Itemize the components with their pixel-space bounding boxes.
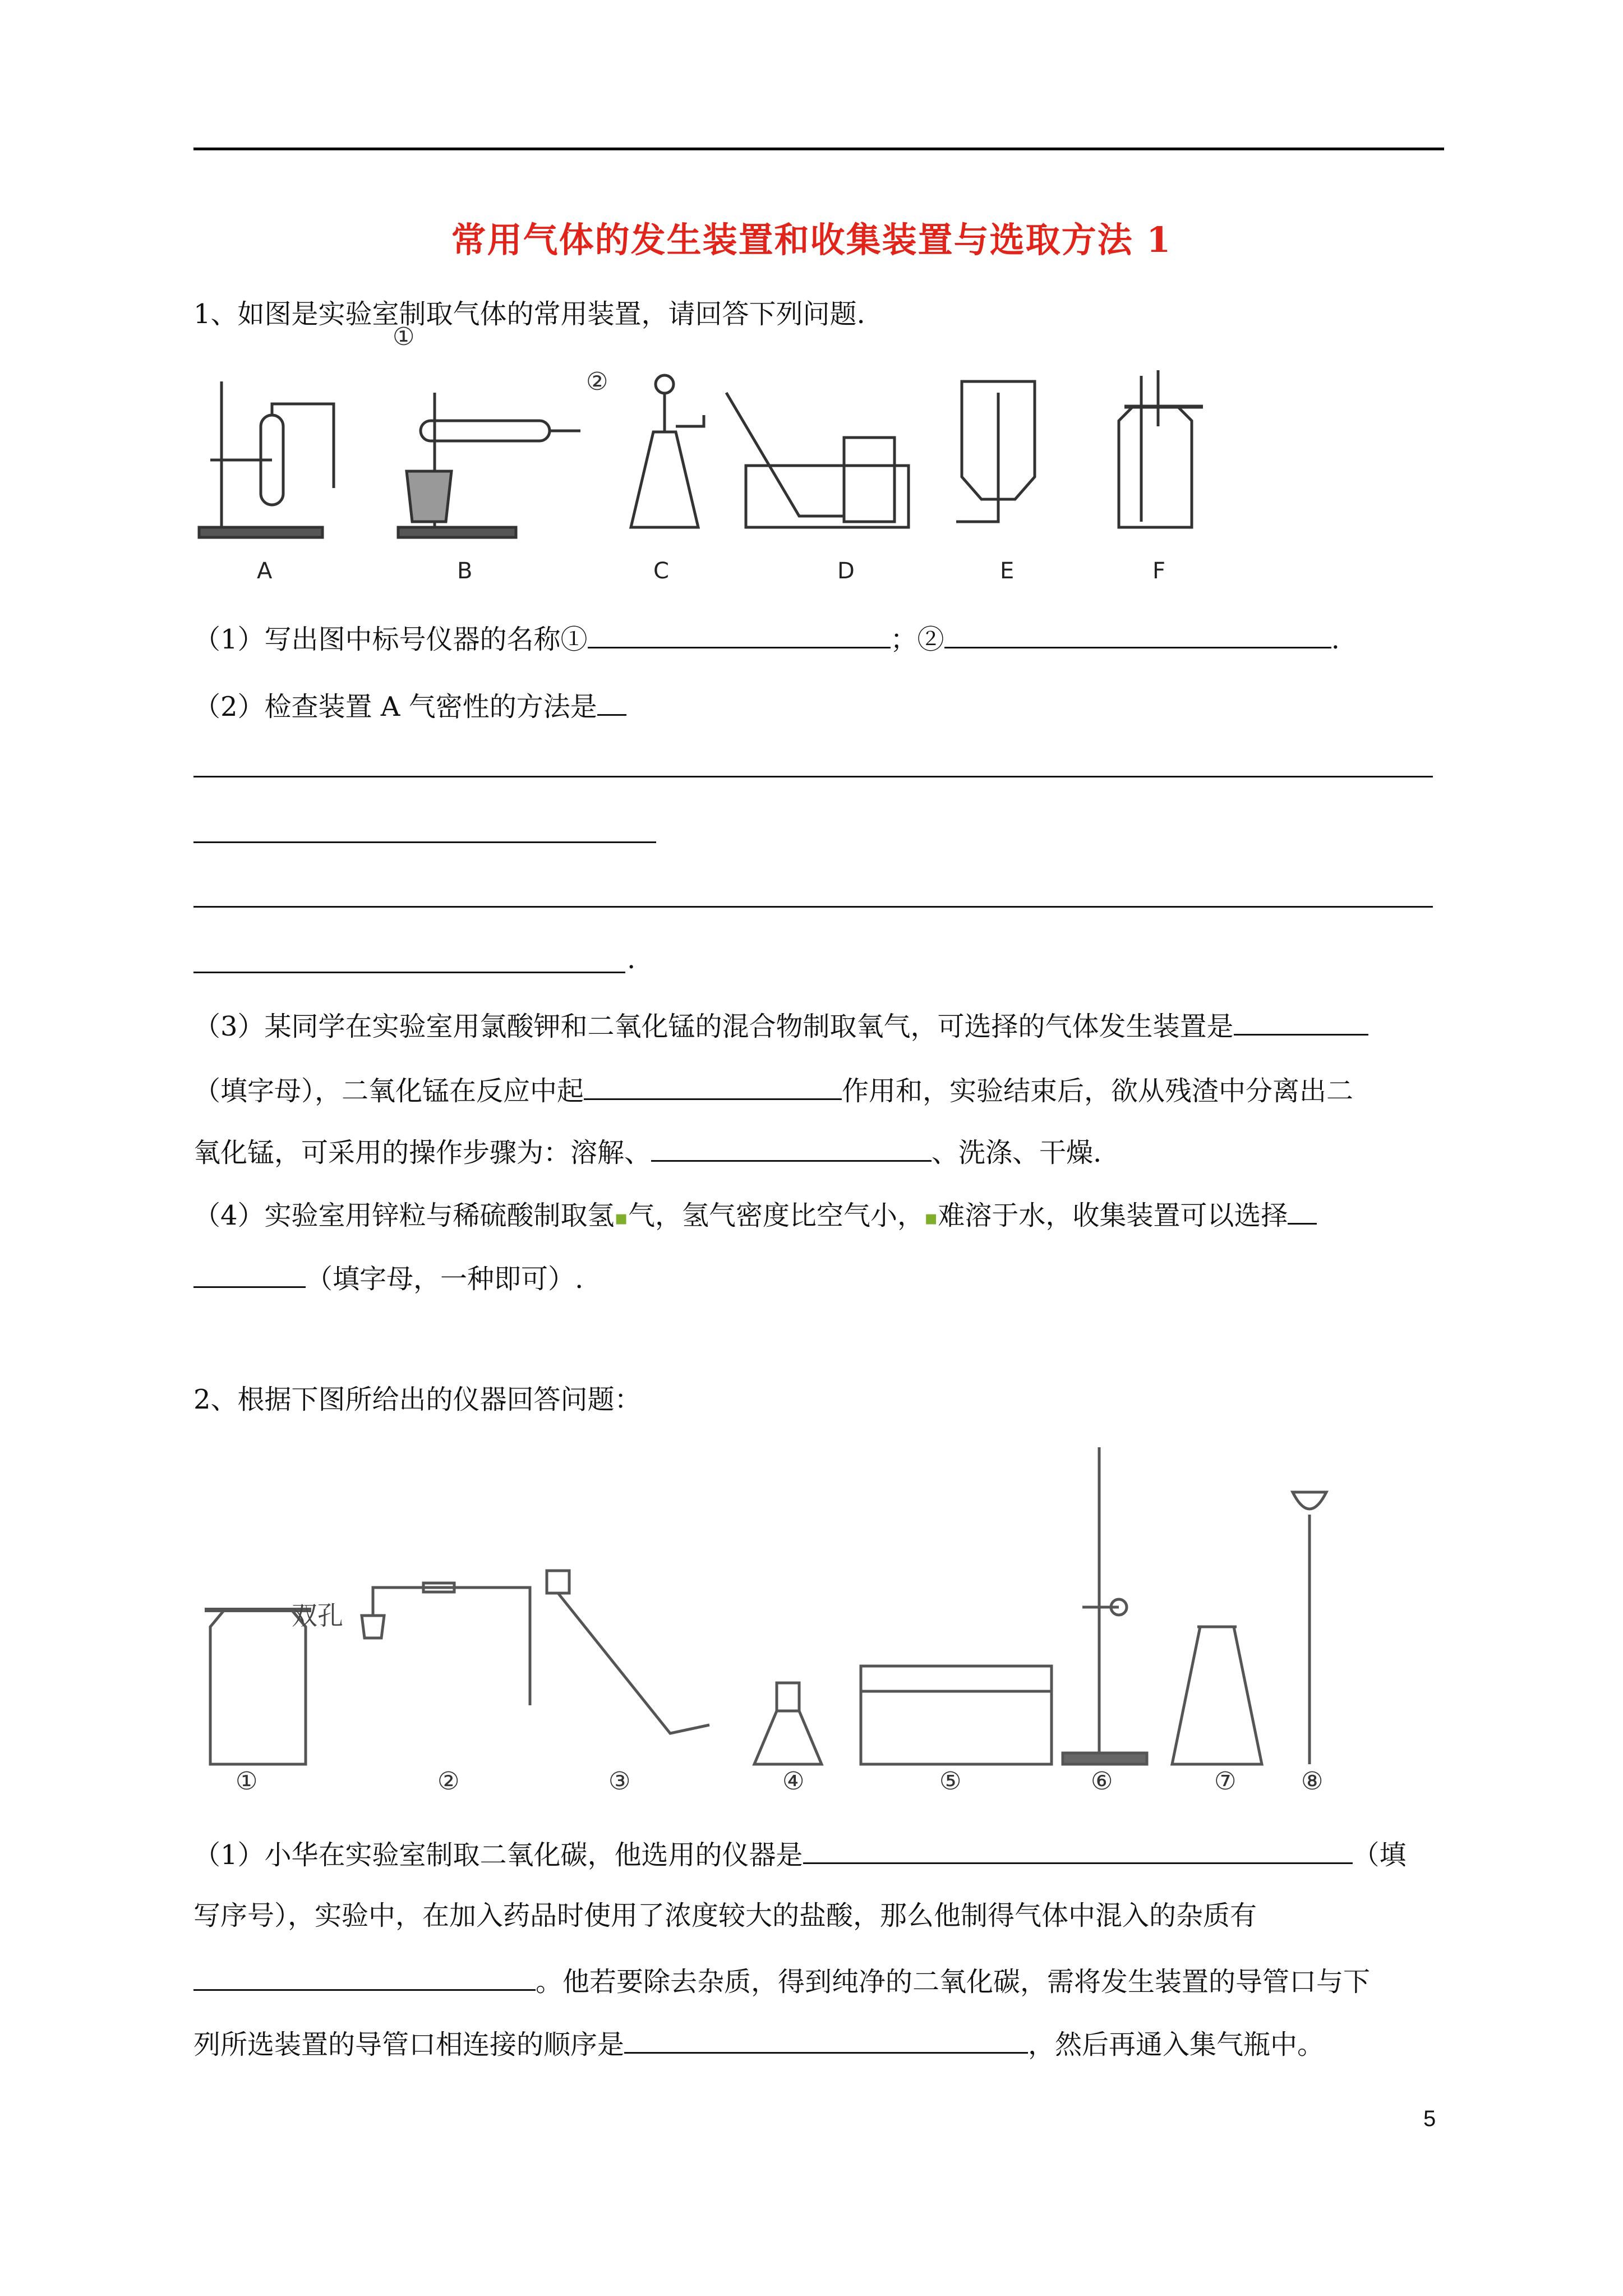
q2-fig-label-5: ⑤ xyxy=(939,1767,962,1796)
page-number: 5 xyxy=(1423,2106,1436,2131)
q2-blank-1[interactable] xyxy=(803,1835,1353,1864)
answer-line[interactable] xyxy=(193,776,1433,777)
answer-line[interactable] xyxy=(193,906,1433,908)
q1-part4-line1: （4）实验室用锌粒与稀硫酸制取氢▪气，氢气密度比空气小，▪难溶于水，收集装置可以选择 xyxy=(193,1196,1317,1235)
q2-stem: 2、根据下图所给出的仪器回答问题： xyxy=(193,1384,642,1415)
q2-blank-2[interactable] xyxy=(193,1962,536,1991)
q2-fig-label-2: ② xyxy=(437,1767,460,1796)
q2-fig-label-4: ④ xyxy=(782,1767,805,1796)
q2-part1-line4: 列所选装置的导管口相连接的顺序是 ，然后再通入集气瓶中。 xyxy=(193,2025,1324,2062)
q1-fig-label-f: F xyxy=(1152,558,1166,584)
q1-part4-line2: （填字母，一种即可）. xyxy=(193,1259,583,1296)
answer-line[interactable] xyxy=(193,841,656,843)
q1-blank-2[interactable] xyxy=(944,620,1331,648)
q1-part2: （2）检查装置 A 气密性的方法是 xyxy=(193,687,626,724)
q1-part3-line2: （填字母），二氧化锰在反应中起 作用和，实验结束后，欲从残渣中分离出二 xyxy=(193,1071,1353,1108)
q2-fig-label-8: ⑧ xyxy=(1301,1767,1324,1796)
green-mark-icon: ▪ xyxy=(924,1207,938,1230)
q1-marker-1: ① xyxy=(393,323,415,351)
answer-line[interactable] xyxy=(193,972,625,973)
q2-part1-line1: （1）小华在实验室制取二氧化碳，他选用的仪器是 （填 xyxy=(193,1835,1407,1872)
q2-fig-label-6: ⑥ xyxy=(1091,1767,1113,1796)
q1-fig-label-a: A xyxy=(257,558,273,584)
q2-part1-line3: 。他若要除去杂质，得到纯净的二氧化碳，需将发生装置的导管口与下 xyxy=(193,1962,1370,1999)
q2-fig-label-1: ① xyxy=(236,1767,258,1796)
q1-apparatus-figure xyxy=(193,359,1214,550)
q1-blank-1[interactable] xyxy=(588,620,891,648)
q1-part2-period: . xyxy=(627,944,636,975)
q1-blank-5[interactable] xyxy=(584,1071,842,1100)
q2-blank-3[interactable] xyxy=(624,2025,1028,2054)
q1-part3-line1: （3）某同学在实验室用氯酸钾和二氧化锰的混合物制取氧气，可选择的气体发生装置是 xyxy=(193,1007,1368,1043)
q2-fig-label-3: ③ xyxy=(608,1767,631,1796)
header-rule xyxy=(193,148,1444,150)
q1-blank-4[interactable] xyxy=(1234,1007,1368,1036)
q1-fig-label-c: C xyxy=(653,558,669,584)
q2-fig-label-7: ⑦ xyxy=(1214,1767,1237,1796)
q1-fig-label-e: E xyxy=(1000,558,1015,584)
q1-blank-8[interactable] xyxy=(193,1259,306,1288)
q1-part1: （1）写出图中标号仪器的名称① ；② . xyxy=(193,620,1340,656)
q1-blank-3[interactable] xyxy=(597,687,626,716)
q2-apparatus-figure xyxy=(193,1436,1343,1784)
green-mark-icon: ▪ xyxy=(614,1207,628,1230)
double-hole-label: 双孔 xyxy=(292,1600,343,1631)
page-title: 常用气体的发生装置和收集装置与选取方法 1 xyxy=(451,219,1172,260)
q1-blank-7[interactable] xyxy=(1288,1196,1317,1225)
q2-part1-line2: 写序号），实验中，在加入药品时使用了浓度较大的盐酸，那么他制得气体中混入的杂质有 xyxy=(193,1900,1257,1931)
q1-stem: 1、如图是实验室制取气体的常用装置，请回答下列问题. xyxy=(193,298,865,330)
q1-marker-2: ② xyxy=(586,367,608,396)
q1-fig-label-d: D xyxy=(837,558,855,584)
q1-part3-line3: 氧化锰，可采用的操作步骤为：溶解、 、洗涤、干燥. xyxy=(193,1133,1101,1170)
q1-blank-6[interactable] xyxy=(651,1133,932,1162)
q1-fig-label-b: B xyxy=(457,558,473,584)
